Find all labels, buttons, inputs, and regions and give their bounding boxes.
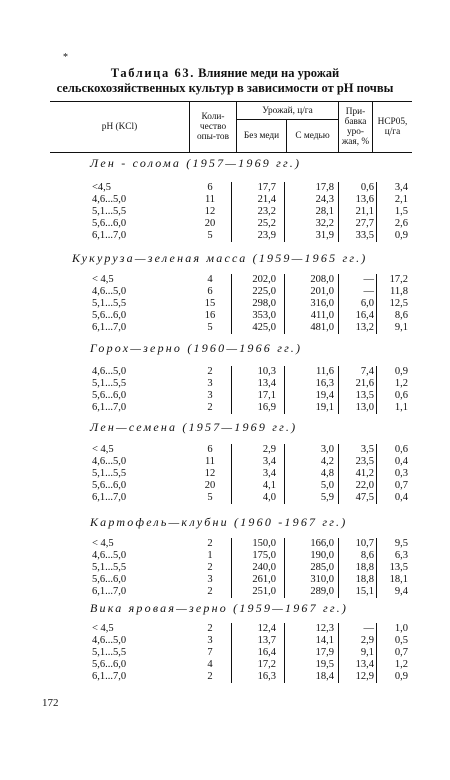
cell-gain: 33,5 xyxy=(355,230,374,241)
table-row xyxy=(0,492,450,504)
cell-ph: <4,5 xyxy=(92,182,112,193)
cell-without-cu: 202,0 xyxy=(252,274,276,285)
column-separator xyxy=(231,538,232,598)
cell-hsr: 1,5 xyxy=(394,206,408,217)
column-separator xyxy=(376,623,377,683)
cell-gain: — xyxy=(363,286,374,297)
cell-without-cu: 16,4 xyxy=(257,647,276,658)
cell-without-cu: 150,0 xyxy=(252,538,276,549)
column-separator xyxy=(231,274,232,334)
cell-hsr: 0,5 xyxy=(394,635,408,646)
cell-hsr: 1,2 xyxy=(394,378,408,389)
cell-gain: 0,6 xyxy=(360,182,374,193)
section-rows xyxy=(0,182,450,242)
cell-hsr: 6,3 xyxy=(394,550,408,561)
cell-hsr: 13,5 xyxy=(389,562,408,573)
cell-without-cu: 16,9 xyxy=(257,402,276,413)
col-header-gain: При-бавка уро-жая, % xyxy=(341,106,370,147)
cell-without-cu: 17,2 xyxy=(257,659,276,670)
cell-without-cu: 13,7 xyxy=(257,635,276,646)
cell-count: 7 xyxy=(207,647,213,658)
cell-with-cu: 316,0 xyxy=(310,298,334,309)
cell-hsr: 1,2 xyxy=(394,659,408,670)
cell-count: 6 xyxy=(207,444,213,455)
section-title: Кукуруза—зеленая масса (1959—1965 гг.) xyxy=(72,251,368,265)
cell-ph: 6,1...7,0 xyxy=(92,586,127,597)
cell-gain: 15,1 xyxy=(355,586,374,597)
column-separator xyxy=(338,623,339,683)
column-separator xyxy=(284,366,285,414)
cell-ph: 4,6...5,0 xyxy=(92,635,127,646)
column-separator xyxy=(376,444,377,504)
cell-ph: 5,1...5,5 xyxy=(92,378,127,389)
cell-without-cu: 25,2 xyxy=(257,218,276,229)
cell-with-cu: 4,8 xyxy=(320,468,334,479)
cell-count: 2 xyxy=(207,538,213,549)
cell-ph: 5,1...5,5 xyxy=(92,468,127,479)
cell-without-cu: 4,1 xyxy=(262,480,276,491)
col-header-hsr: НСР05, ц/га xyxy=(377,116,408,137)
cell-without-cu: 353,0 xyxy=(252,310,276,321)
cell-count: 12 xyxy=(204,468,216,479)
caption-line-1 xyxy=(50,66,400,81)
table-row xyxy=(0,562,450,574)
cell-gain: 3,5 xyxy=(360,444,374,455)
cell-hsr: 1,0 xyxy=(394,623,408,634)
header-bottom-rule xyxy=(50,152,412,153)
cell-count: 3 xyxy=(207,574,213,585)
cell-ph: 5,1...5,5 xyxy=(92,298,127,309)
cell-ph: 6,1...7,0 xyxy=(92,671,127,682)
column-separator xyxy=(376,274,377,334)
cell-ph: 5,1...5,5 xyxy=(92,562,127,573)
table-row xyxy=(0,635,450,647)
cell-with-cu: 166,0 xyxy=(310,538,334,549)
column-separator xyxy=(338,366,339,414)
cell-without-cu: 12,4 xyxy=(257,623,276,634)
cell-with-cu: 16,3 xyxy=(315,378,334,389)
table-row xyxy=(0,574,450,586)
column-separator xyxy=(376,366,377,414)
cell-ph: 5,6...6,0 xyxy=(92,659,127,670)
cell-with-cu: 31,9 xyxy=(315,230,334,241)
col-header-with-cu: С медью xyxy=(295,131,330,141)
cell-with-cu: 18,4 xyxy=(315,671,334,682)
column-separator xyxy=(338,444,339,504)
cell-without-cu: 13,4 xyxy=(257,378,276,389)
cell-count: 5 xyxy=(207,492,213,503)
cell-gain: 13,6 xyxy=(355,194,374,205)
cell-count: 4 xyxy=(207,274,213,285)
cell-hsr: 0,4 xyxy=(394,492,408,503)
column-separator xyxy=(338,538,339,598)
cell-hsr: 0,9 xyxy=(394,366,408,377)
cell-with-cu: 201,0 xyxy=(310,286,334,297)
cell-count: 2 xyxy=(207,402,213,413)
table-number: Таблица 63. xyxy=(110,66,195,80)
cell-count: 3 xyxy=(207,378,213,389)
section-title: Вика яровая—зерно (1959—1967 гг.) xyxy=(90,601,349,615)
cell-hsr: 11,8 xyxy=(390,286,408,297)
table-row xyxy=(0,366,450,378)
page-number: 172 xyxy=(42,697,59,709)
column-separator xyxy=(284,444,285,504)
cell-count: 12 xyxy=(204,206,216,217)
table-row xyxy=(0,671,450,683)
column-separator xyxy=(231,444,232,504)
cell-count: 20 xyxy=(204,218,216,229)
column-separator xyxy=(284,182,285,242)
column-separator xyxy=(338,274,339,334)
column-separator xyxy=(231,366,232,414)
cell-count: 6 xyxy=(207,286,213,297)
cell-count: 11 xyxy=(204,456,216,467)
table-row xyxy=(0,402,450,414)
cell-gain: 23,5 xyxy=(355,456,374,467)
cell-ph: 5,6...6,0 xyxy=(92,574,127,585)
column-separator xyxy=(338,182,339,242)
cell-hsr: 0,9 xyxy=(394,230,408,241)
cell-with-cu: 5,0 xyxy=(320,480,334,491)
cell-hsr: 9,4 xyxy=(394,586,408,597)
cell-ph: < 4,5 xyxy=(92,274,114,285)
cell-without-cu: 23,2 xyxy=(257,206,276,217)
cell-with-cu: 19,4 xyxy=(315,390,334,401)
section-title: Лен - солома (1957—1969 гг.) xyxy=(90,156,302,170)
cell-ph: < 4,5 xyxy=(92,444,114,455)
cell-gain: 47,5 xyxy=(355,492,374,503)
table-row xyxy=(0,659,450,671)
column-separator xyxy=(284,538,285,598)
cell-with-cu: 289,0 xyxy=(310,586,334,597)
cell-ph: 4,6...5,0 xyxy=(92,456,127,467)
section-rows xyxy=(0,366,450,414)
cell-gain: 8,6 xyxy=(360,550,374,561)
cell-ph: 5,1...5,5 xyxy=(92,647,127,658)
cell-without-cu: 175,0 xyxy=(252,550,276,561)
cell-without-cu: 2,9 xyxy=(262,444,276,455)
section-rows xyxy=(0,623,450,683)
cell-count: 16 xyxy=(204,310,216,321)
cell-hsr: 0,9 xyxy=(394,671,408,682)
cell-count: 1 xyxy=(207,550,213,561)
cell-hsr: 18,1 xyxy=(389,574,408,585)
cell-hsr: 9,5 xyxy=(394,538,408,549)
cell-ph: < 4,5 xyxy=(92,623,114,634)
cell-without-cu: 240,0 xyxy=(252,562,276,573)
cell-with-cu: 310,0 xyxy=(310,574,334,585)
cell-count: 4 xyxy=(207,659,213,670)
cell-ph: 5,6...6,0 xyxy=(92,480,127,491)
cell-ph: 4,6...5,0 xyxy=(92,366,127,377)
cell-ph: 4,6...5,0 xyxy=(92,194,127,205)
cell-with-cu: 190,0 xyxy=(310,550,334,561)
section-rows xyxy=(0,274,450,334)
cell-without-cu: 225,0 xyxy=(252,286,276,297)
cell-hsr: 8,6 xyxy=(394,310,408,321)
cell-with-cu: 481,0 xyxy=(310,322,334,333)
cell-gain: 2,9 xyxy=(360,635,374,646)
table-row xyxy=(0,286,450,298)
cell-hsr: 17,2 xyxy=(389,274,408,285)
cell-gain: — xyxy=(363,623,374,634)
cell-ph: 6,1...7,0 xyxy=(92,492,127,503)
cell-gain: 18,8 xyxy=(355,574,374,585)
cell-hsr: 0,7 xyxy=(394,480,408,491)
column-separator xyxy=(284,274,285,334)
cell-with-cu: 4,2 xyxy=(320,456,334,467)
cell-with-cu: 28,1 xyxy=(315,206,334,217)
cell-without-cu: 4,0 xyxy=(262,492,276,503)
cell-ph: 4,6...5,0 xyxy=(92,550,127,561)
cell-gain: 9,1 xyxy=(360,647,374,658)
cell-gain: 22,0 xyxy=(355,480,374,491)
cell-count: 11 xyxy=(204,194,216,205)
table-row xyxy=(0,538,450,550)
cell-with-cu: 208,0 xyxy=(310,274,334,285)
table-row xyxy=(0,647,450,659)
section-rows xyxy=(0,444,450,504)
cell-gain: 27,7 xyxy=(355,218,374,229)
cell-gain: 41,2 xyxy=(355,468,374,479)
cell-ph: 4,6...5,0 xyxy=(92,286,127,297)
table-row xyxy=(0,444,450,456)
table-row xyxy=(0,230,450,242)
cell-with-cu: 19,5 xyxy=(315,659,334,670)
column-separator xyxy=(376,182,377,242)
cell-count: 3 xyxy=(207,390,213,401)
cell-count: 6 xyxy=(207,182,213,193)
cell-with-cu: 411,0 xyxy=(310,310,334,321)
cell-ph: 5,1...5,5 xyxy=(92,206,127,217)
cell-gain: 18,8 xyxy=(355,562,374,573)
cell-ph: 6,1...7,0 xyxy=(92,402,127,413)
table-row xyxy=(0,310,450,322)
column-separator xyxy=(376,538,377,598)
cell-count: 2 xyxy=(207,562,213,573)
cell-with-cu: 32,2 xyxy=(315,218,334,229)
cell-with-cu: 3,0 xyxy=(320,444,334,455)
cell-ph: 5,6...6,0 xyxy=(92,310,127,321)
col-header-without-cu: Без меди xyxy=(243,131,280,141)
section-title: Лен—семена (1957—1969 гг.) xyxy=(90,420,298,434)
section-title: Картофель—клубни (1960 -1967 гг.) xyxy=(90,515,348,529)
table-row xyxy=(0,182,450,194)
section-title: Горох—зерно (1960—1966 гг.) xyxy=(90,341,303,355)
cell-with-cu: 12,3 xyxy=(315,623,334,634)
caption-title: Влияние меди на урожай xyxy=(198,66,340,80)
cell-gain: 13,4 xyxy=(355,659,374,670)
cell-without-cu: 17,7 xyxy=(257,182,276,193)
cell-count: 5 xyxy=(207,230,213,241)
cell-gain: 13,0 xyxy=(355,402,374,413)
col-header-ph: pH (KCl) xyxy=(101,121,138,132)
cell-gain: 6,0 xyxy=(360,298,374,309)
section-rows xyxy=(0,538,450,598)
cell-ph: 6,1...7,0 xyxy=(92,322,127,333)
cell-hsr: 2,1 xyxy=(394,194,408,205)
cell-gain: 21,6 xyxy=(355,378,374,389)
cell-without-cu: 17,1 xyxy=(257,390,276,401)
column-separator xyxy=(284,623,285,683)
cell-with-cu: 19,1 xyxy=(315,402,334,413)
cell-hsr: 2,6 xyxy=(394,218,408,229)
cell-without-cu: 3,4 xyxy=(262,468,276,479)
col-header-yield: Урожай, ц/га xyxy=(262,105,313,116)
asterisk-mark: * xyxy=(63,52,68,63)
column-separator xyxy=(231,182,232,242)
table-caption xyxy=(50,66,400,96)
cell-gain: 16,4 xyxy=(355,310,374,321)
cell-hsr: 1,1 xyxy=(394,402,408,413)
cell-without-cu: 10,3 xyxy=(257,366,276,377)
cell-gain: 10,7 xyxy=(355,538,374,549)
cell-count: 2 xyxy=(207,366,213,377)
table-row xyxy=(0,298,450,310)
cell-hsr: 0,4 xyxy=(394,456,408,467)
cell-gain: 21,1 xyxy=(355,206,374,217)
cell-without-cu: 251,0 xyxy=(252,586,276,597)
table-row xyxy=(0,274,450,286)
table-row xyxy=(0,480,450,492)
table-row xyxy=(0,378,450,390)
cell-hsr: 0,7 xyxy=(394,647,408,658)
cell-hsr: 0,6 xyxy=(394,444,408,455)
table-row xyxy=(0,623,450,635)
table-row xyxy=(0,218,450,230)
cell-hsr: 9,1 xyxy=(394,322,408,333)
column-separator xyxy=(231,623,232,683)
table-row xyxy=(0,194,450,206)
cell-with-cu: 11,6 xyxy=(316,366,334,377)
table-row xyxy=(0,456,450,468)
cell-count: 2 xyxy=(207,586,213,597)
cell-hsr: 0,3 xyxy=(394,468,408,479)
caption-line-2: сельскохозяйственных культур в зависимости от pH почвы xyxy=(56,81,394,95)
cell-with-cu: 5,9 xyxy=(320,492,334,503)
table-row xyxy=(0,322,450,334)
cell-with-cu: 14,1 xyxy=(315,635,334,646)
cell-ph: 5,6...6,0 xyxy=(92,390,127,401)
cell-count: 2 xyxy=(207,623,213,634)
cell-without-cu: 23,9 xyxy=(257,230,276,241)
cell-without-cu: 21,4 xyxy=(257,194,276,205)
col-header-count: Коли-чество опы-тов xyxy=(197,111,229,142)
cell-without-cu: 3,4 xyxy=(262,456,276,467)
cell-count: 5 xyxy=(207,322,213,333)
cell-count: 15 xyxy=(204,298,216,309)
cell-ph: 5,6...6,0 xyxy=(92,218,127,229)
table-row xyxy=(0,550,450,562)
cell-count: 2 xyxy=(207,671,213,682)
cell-gain: 13,2 xyxy=(355,322,374,333)
cell-without-cu: 261,0 xyxy=(252,574,276,585)
cell-gain: 13,5 xyxy=(355,390,374,401)
cell-without-cu: 16,3 xyxy=(257,671,276,682)
cell-with-cu: 285,0 xyxy=(310,562,334,573)
cell-gain: — xyxy=(363,274,374,285)
cell-ph: < 4,5 xyxy=(92,538,114,549)
cell-with-cu: 24,3 xyxy=(315,194,334,205)
cell-with-cu: 17,8 xyxy=(315,182,334,193)
cell-hsr: 12,5 xyxy=(389,298,408,309)
cell-gain: 7,4 xyxy=(360,366,374,377)
table-row xyxy=(0,206,450,218)
cell-count: 20 xyxy=(204,480,216,491)
cell-count: 3 xyxy=(207,635,213,646)
cell-hsr: 3,4 xyxy=(394,182,408,193)
table-row xyxy=(0,390,450,402)
cell-ph: 6,1...7,0 xyxy=(92,230,127,241)
table-row xyxy=(0,468,450,480)
table-row xyxy=(0,586,450,598)
cell-hsr: 0,6 xyxy=(394,390,408,401)
cell-without-cu: 425,0 xyxy=(252,322,276,333)
cell-gain: 12,9 xyxy=(355,671,374,682)
cell-with-cu: 17,9 xyxy=(315,647,334,658)
cell-without-cu: 298,0 xyxy=(252,298,276,309)
